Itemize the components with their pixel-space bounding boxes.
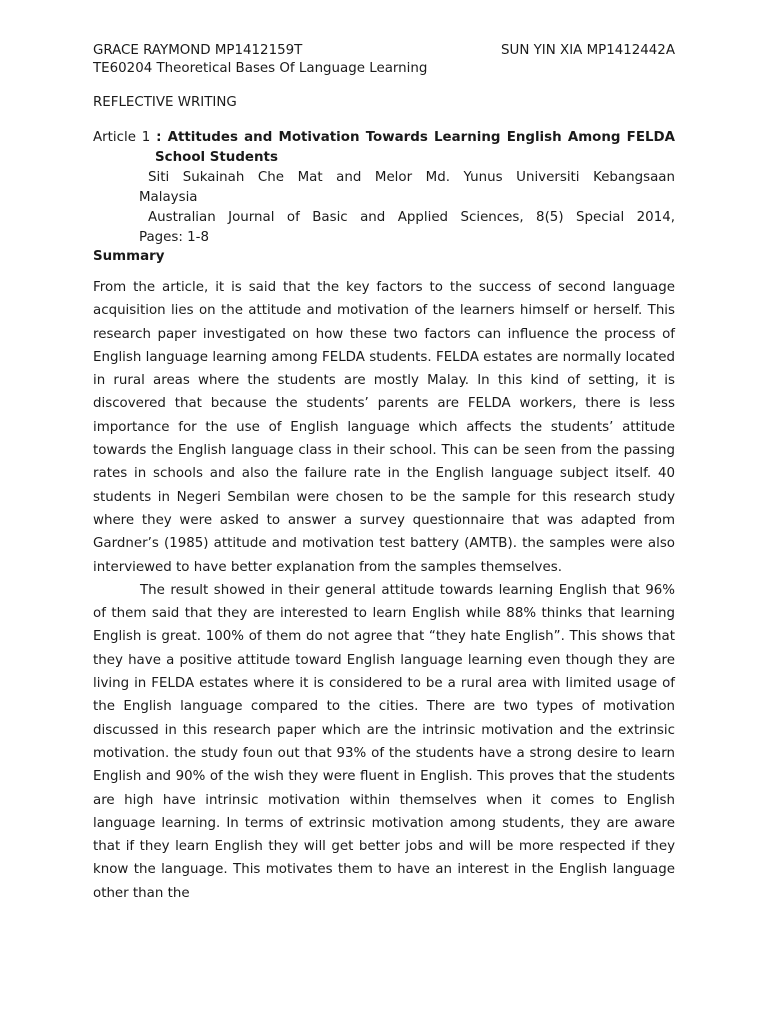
article-authors: Siti Sukainah Che Mat and Melor Md. Yunus Universiti Kebangsaan <box>148 170 675 185</box>
article-authors-continued: Malaysia <box>139 190 198 205</box>
article-journal-continued: Pages: 1-8 <box>139 230 210 245</box>
course-title: TE60204 Theoretical Bases Of Language Learning <box>93 61 428 76</box>
author-right: SUN YIN XIA MP1412442A <box>501 43 675 58</box>
article-title: : Attitudes and Motivation Towards Learning English Among FELDA <box>156 130 675 145</box>
document-page <box>93 42 675 905</box>
article-journal: Australian Journal of Basic and Applied Sciences, 8(5) Special 2014, <box>148 210 675 225</box>
summary-paragraph-2: The result showed in their general attitude towards learning English that 96% of them said that they are interested to learn English while 88% thinks that learning English is great. 100% of them do not agree that “they hate English”. This shows that they have a positive attitude toward English language learning even though they are living in FELDA estates where it is considered to be a rural area with limited usage of the English language compared to the cities. There are two types of motivation discussed in this research paper which are the intrinsic motivation and the extrinsic motivation. the study foun out that 93% of the students have a strong desire to learn English and 90% of the wish they were fluent in English. This proves that the students are high have intrinsic motivation within themselves when it comes to English language learning. In terms of extrinsic motivation among students, they are aware that if they learn English they will get better jobs and will be more respected if they know the language. This motivates them to have an interest in the English language other than the <box>93 582 675 901</box>
summary-paragraph-1: From the article, it is said that the key factors to the success of second language acquisition lies on the attitude and motivation of the learners himself or herself. This research paper investigated on how these two factors can influence the process of English language learning among FELDA students. FELDA estates are normally located in rural areas where the students are mostly Malay. In this kind of setting, it is discovered that because the students’ parents are FELDA workers, there is less importance for the use of English language which affects the students’ attitude towards the English language class in their school. This can be seen from the passing rates in schools and also the failure rate in the English language subject itself. 40 students in Negeri Sembilan were chosen to be the sample for this research study where they were asked to answer a survey questionnaire that was adapted from Gardner’s (1985) attitude and motivation test battery (AMTB). the samples were also interviewed to have better explanation from the samples themselves. <box>93 280 675 575</box>
summary-heading: Summary <box>93 249 165 264</box>
article-title-continued: School Students <box>155 150 278 165</box>
author-left: GRACE RAYMOND MP1412159T <box>93 43 303 58</box>
article-title-line <box>93 128 675 148</box>
article-prefix: Article 1 <box>93 130 157 145</box>
document-header <box>93 42 675 60</box>
section-title: REFLECTIVE WRITING <box>93 95 237 110</box>
